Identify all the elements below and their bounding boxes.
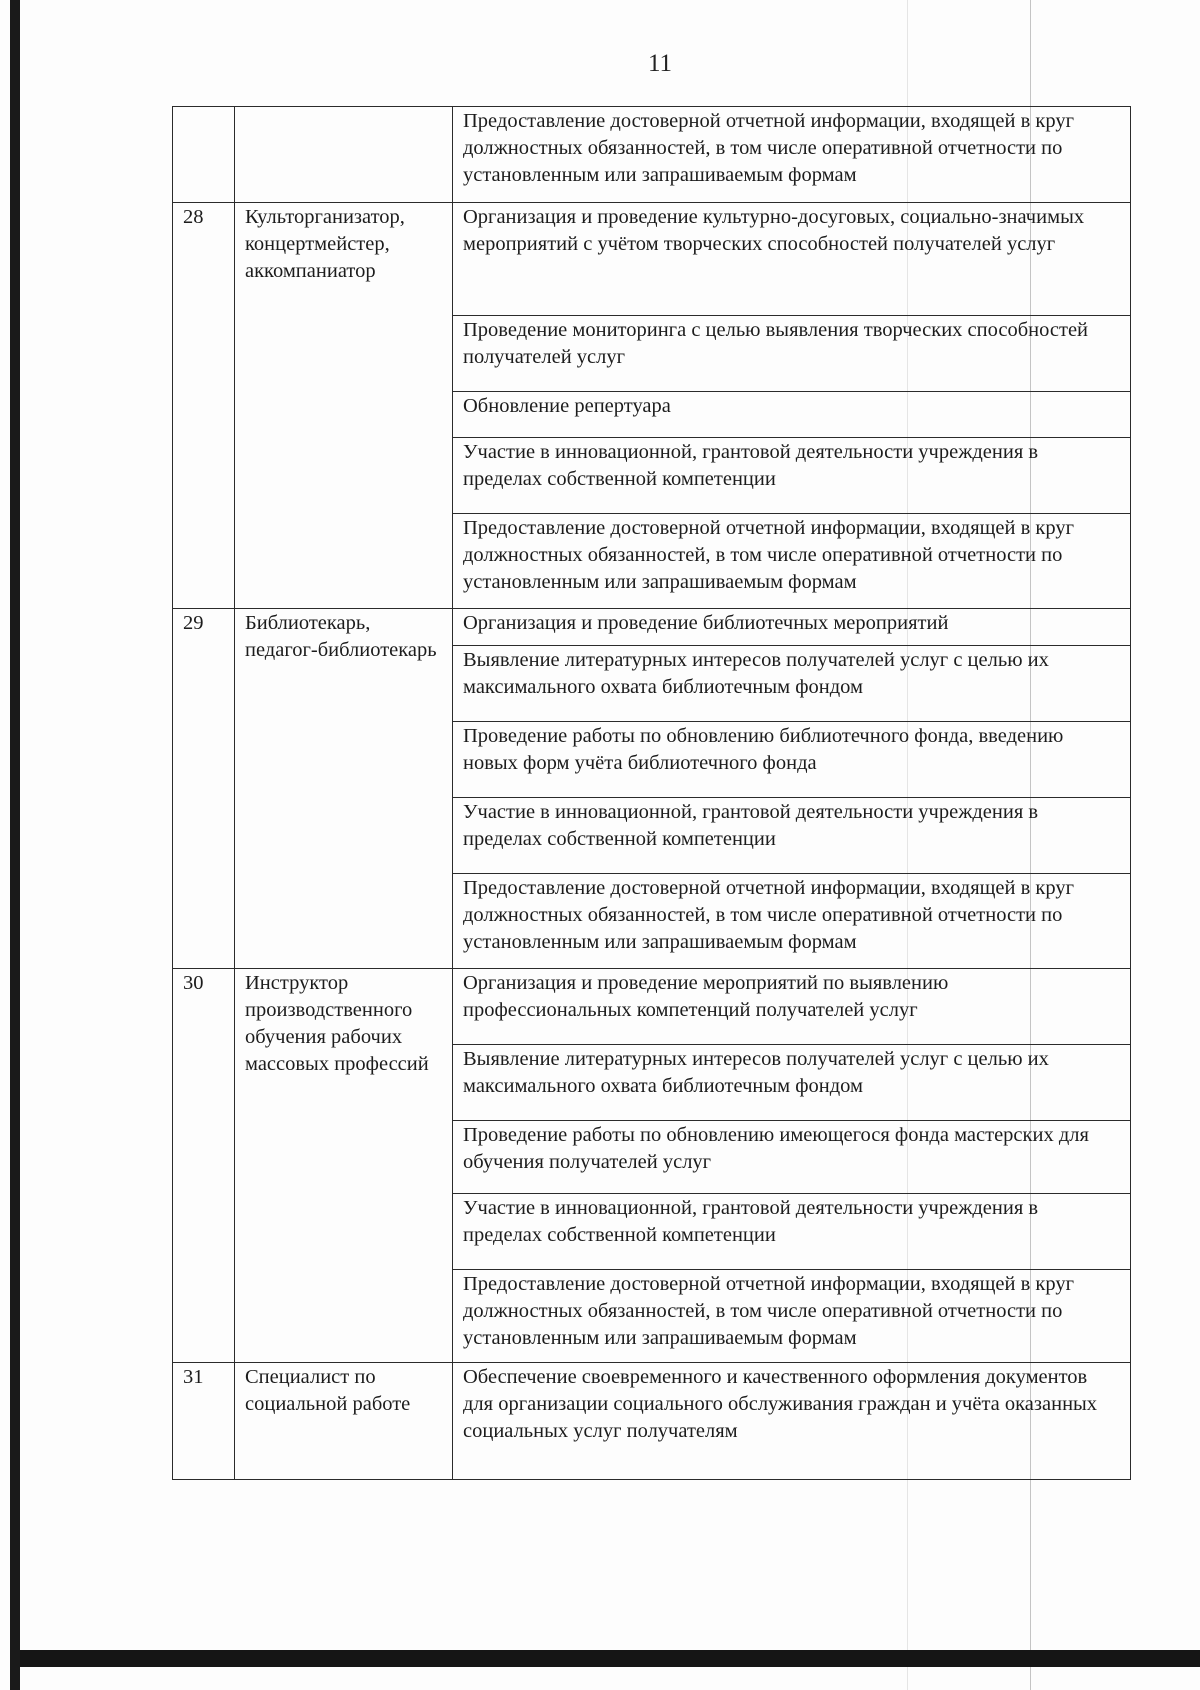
table-row <box>173 203 1131 316</box>
duty-cell: Предоставление достоверной отчетной информации, входящей в круг должностных обязанностей, в том числе оперативной отчетности по установленным или запрашиваемым формам <box>453 107 1131 203</box>
duty-cell: Участие в инновационной, грантовой деятельности учреждения в пределах собственной компетенции <box>453 1194 1131 1270</box>
duty-cell: Предоставление достоверной отчетной информации, входящей в круг должностных обязанностей, в том числе оперативной отчетности по установленным или запрашиваемым формам <box>453 874 1131 969</box>
scan-left-edge <box>10 0 20 1690</box>
table-row <box>173 969 1131 1045</box>
table-row <box>173 1363 1131 1480</box>
row-number-cell: 31 <box>173 1363 235 1480</box>
duty-cell: Участие в инновационной, грантовой деятельности учреждения в пределах собственной компетенции <box>453 438 1131 514</box>
position-cell: Специалист по социальной работе <box>235 1363 453 1480</box>
duty-cell: Организация и проведение мероприятий по выявлению профессиональных компетенций получателей услуг <box>453 969 1131 1045</box>
duty-cell: Обеспечение своевременного и качественного оформления документов для организации социального обслуживания граждан и учёта оказанных социальных услуг получателям <box>453 1363 1131 1480</box>
position-cell <box>235 107 453 203</box>
position-cell: Библиотекарь, педагог-библиотекарь <box>235 609 453 969</box>
duty-cell: Проведение работы по обновлению имеющегося фонда мастерских для обучения получателей услуг <box>453 1121 1131 1194</box>
row-number-cell: 30 <box>173 969 235 1363</box>
duty-cell: Выявление литературных интересов получателей услуг с целью их максимального охвата библиотечным фондом <box>453 1045 1131 1121</box>
duty-cell: Проведение мониторинга с целью выявления творческих способностей получателей услуг <box>453 316 1131 392</box>
position-cell: Инструктор производственного обучения рабочих массовых профессий <box>235 969 453 1363</box>
row-number-cell <box>173 107 235 203</box>
duty-cell: Организация и проведение библиотечных мероприятий <box>453 609 1131 646</box>
duty-cell: Проведение работы по обновлению библиотечного фонда, введению новых форм учёта библиотечного фонда <box>453 722 1131 798</box>
table-row <box>173 609 1131 646</box>
row-number-cell: 28 <box>173 203 235 609</box>
scan-bottom-edge <box>20 1650 1200 1667</box>
page-number: 11 <box>647 50 673 77</box>
duty-cell: Обновление репертуара <box>453 392 1131 438</box>
duty-cell: Выявление литературных интересов получателей услуг с целью их максимального охвата библиотечным фондом <box>453 646 1131 722</box>
table-row <box>173 107 1131 203</box>
duty-cell: Участие в инновационной, грантовой деятельности учреждения в пределах собственной компетенции <box>453 798 1131 874</box>
duty-cell: Предоставление достоверной отчетной информации, входящей в круг должностных обязанностей, в том числе оперативной отчетности по установленным или запрашиваемым формам <box>453 514 1131 609</box>
row-number-cell: 29 <box>173 609 235 969</box>
duty-cell: Организация и проведение культурно-досуговых, социально-значимых мероприятий с учётом творческих способностей получателей услуг <box>453 203 1131 316</box>
position-cell: Культорганизатор, концертмейстер, аккомпаниатор <box>235 203 453 609</box>
duties-table <box>172 106 1131 1480</box>
duty-cell: Предоставление достоверной отчетной информации, входящей в круг должностных обязанностей, в том числе оперативной отчетности по установленным или запрашиваемым формам <box>453 1270 1131 1363</box>
